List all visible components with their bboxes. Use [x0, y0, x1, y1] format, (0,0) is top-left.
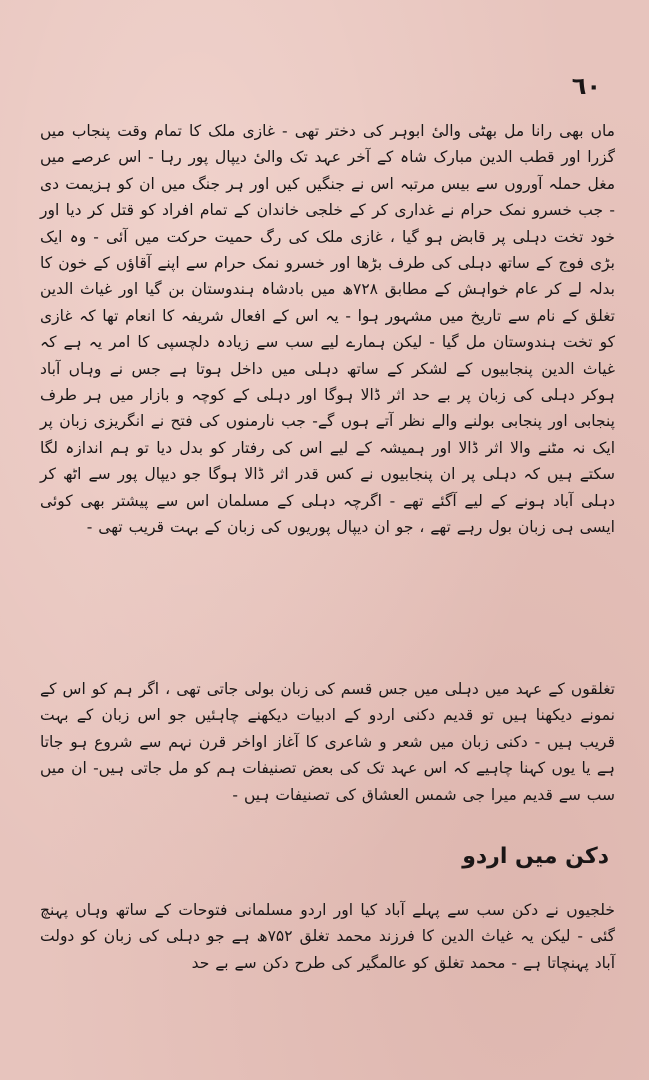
paragraph-3: خلجیوں نے دکن سب سے پہلے آباد کیا اور اردو مسلمانی فتوحات کے ساتھ وہاں پہنچ گئی - لیکن یہ غیاث الدین کا فرزند محمد تغلق ۷۵۲ھ ہے جو دہلی کی زبان کو دولت آباد پہنچاتا ہے - محمد تغلق کو عالمگیر کی طرح دکن سے بے حد — [40, 901, 615, 972]
paragraph-1: ماں بھی رانا مل بھٹی والیٔ ابوہر کی دختر تھی - غازی ملک کا تمام وقت پنجاب میں گزرا اور قطب الدین مبارک شاہ کے آخر عہد تک والیٔ دیپال پور رہا - اس عرصے میں مغل حملہ آوروں سے بیس مرتبہ اس نے جنگیں کیں اور ہر جنگ میں ان کو ہزیمت دی - جب خسرو نمک حرام نے غداری کر کے خلجی خاندان کے تمام افراد کو قتل کر دیا اور خود تخت دہلی پر قابض ہو گیا ، غازی ملک کی رگ حمیت حرکت میں آئی - وہ ایک بڑی فوج کے ساتھ دہلی کی طرف بڑھا اور خسرو نمک حرام سے اپنے آقاؤں کے خون کا بدلہ لے کر عام خواہش کے مطابق ۷۲۸ھ میں بادشاہ ہندوستان بن گیا اور غیاث الدین تغلق کے نام سے تاریخ میں مشہور ہوا - یہ اس کے افعال شریفہ کا انعام تھا کہ غازی کو تخت ہندوستان مل گیا - لیکن ہمارے لیے سب سے زیادہ دلچسپی کا امر یہ ہے کہ غیاث الدین پنجابیوں کے لشکر کے ساتھ دہلی میں داخل ہوتا ہے جس نے وہاں آباد ہوکر دہلی کی زبان پر بے حد اثر ڈالا ہوگا اور دہلی کے کوچہ و بازار میں ہر طرف پنجابی اور پنجابی بولنے والے نظر آتے ہوں گے- جب نارمنوں کی فتح نے انگریزی زبان پر ایک نہ مٹنے والا اثر ڈالا اور ہمیشہ کے لیے اس کی رفتار کو بدل دیا تو ہم اندازہ لگا سکتے ہیں کہ دہلی پر ان پنجابیوں نے کس قدر اثر ڈالا ہوگا جو دیپال پور سے اٹھ کر دہلی آباد ہونے کے لیے آگئے تھے - اگرچہ دہلی کے مسلمان اس سے پیشتر بھی کوئی ایسی ہی زبان بول رہے تھے ، جو ان دیپال پوریوں کی زبان کے بہت قریب تھی - — [40, 122, 615, 537]
page-number: ٦٠ — [571, 72, 601, 100]
section-heading: دکن میں اردو — [462, 844, 609, 869]
paragraph-2: تغلقوں کے عہد میں دہلی میں جس قسم کی زبان بولی جاتی تھی ، اگر ہم کو اس کے نمونے دیکھنا ہیں تو قدیم دکنی اردو کے ادبیات دیکھنے چاہئیں جو اس زبان کے بہت قریب ہیں - دکنی زبان میں شعر و شاعری کا آغاز اواخر قرن نہم سے شروع ہو جاتا ہے یا یوں کہنا چاہیے کہ اس عہد تک کی بعض تصنیفات ہم کو مل جاتی ہیں- ان میں سب سے قدیم میرا جی شمس العشاق کی تصنیفات ہیں - — [40, 680, 615, 804]
